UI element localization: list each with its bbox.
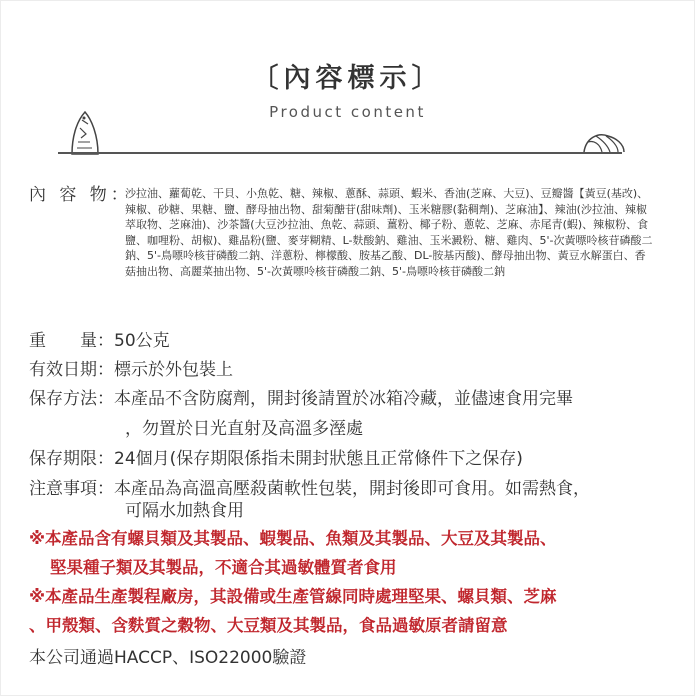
notice-row [29, 475, 590, 503]
page-title: 〔內容標示〕 [251, 63, 444, 94]
allergen-warning-line2: 堅果種子類及其製品，不適合其過敏體質者食用 [50, 558, 397, 577]
shelf-life-value: 24個月(保存期限係指未開封狀態且正常條件下之保存) [114, 449, 523, 469]
dried-fish-icon [68, 108, 102, 156]
notice-value-line2: 可隔水加熱食用 [125, 501, 244, 521]
storage-value-line2: ，勿置於日光直射及高溫多溼處 [125, 419, 363, 439]
facility-warning-line2: 、甲殼類、含麩質之穀物、大豆類及其製品，食品過敏原者請留意 [29, 616, 508, 635]
storage-row [29, 385, 573, 413]
expiry-value: 標示於外包裝上 [114, 360, 233, 380]
shelf-life-row [29, 445, 523, 473]
weight-value: 50公克 [114, 331, 170, 351]
weight-label: 重 量： [29, 331, 114, 351]
storage-label: 保存方法： [29, 389, 114, 409]
shelf-life-label: 保存期限： [29, 449, 114, 469]
certification-text: 本公司通過HACCP、ISO22000驗證 [29, 648, 307, 668]
facility-warning-line1: ※本產品生產製程廠房，其設備或生產管線同時處理堅果、螺貝類、芝麻 [29, 587, 557, 606]
page-subtitle: Product content [269, 103, 426, 121]
weight-row [29, 327, 170, 355]
expiry-label: 有效日期： [29, 360, 114, 380]
header-divider [58, 152, 622, 154]
allergen-warning-line1: ※本產品含有螺貝類及其製品、蝦製品、魚類及其製品、大豆及其製品、 [29, 529, 557, 548]
ingredients-text: 沙拉油、蘿蔔乾、干貝、小魚乾、糖、辣椒、蔥酥、蒜頭、蝦米、香油(芝麻、大豆)、豆瓣醬【黃豆(基改)、辣椒、砂糖、果糖、鹽、酵母抽出物、甜菊醣苷(甜味劑)、玉米糖膠(黏稠劑)、芝麻油】、辣油(沙拉油、辣椒萃取物、芝麻油)、沙茶醬(大豆沙拉油、魚乾、蒜頭、薑粉、椰子粉、蔥乾、芝麻、赤尾青(蝦)、辣椒粉、食鹽、咖哩粉、胡椒)、雞晶粉(鹽、麥芽糊精、L-麩酸鈉、雞油、玉米澱粉、糖、雞肉、5'-次黃嘌呤核苷磷酸二鈉、5'-鳥嘌呤核苷磷酸二鈉、洋蔥粉、檸檬酸、胺基乙酸、DL-胺基丙酸)、酵母抽出物、黃豆水解蛋白、香菇抽出物、高麗菜抽出物、5'-次黃嘌呤核苷磷酸二鈉、5'-鳥嘌呤核苷磷酸二鈉 [125, 187, 653, 278]
storage-value-line1: 本產品不含防腐劑，開封後請置於冰箱冷藏，並儘速食用完畢 [114, 389, 573, 409]
ingredients-label: 內 容 物： [29, 185, 132, 205]
notice-label: 注意事項： [29, 479, 114, 499]
expiry-row [29, 356, 233, 384]
notice-value-line1: 本產品為高溫高壓殺菌軟性包裝，開封後即可食用。如需熱食， [114, 479, 590, 499]
